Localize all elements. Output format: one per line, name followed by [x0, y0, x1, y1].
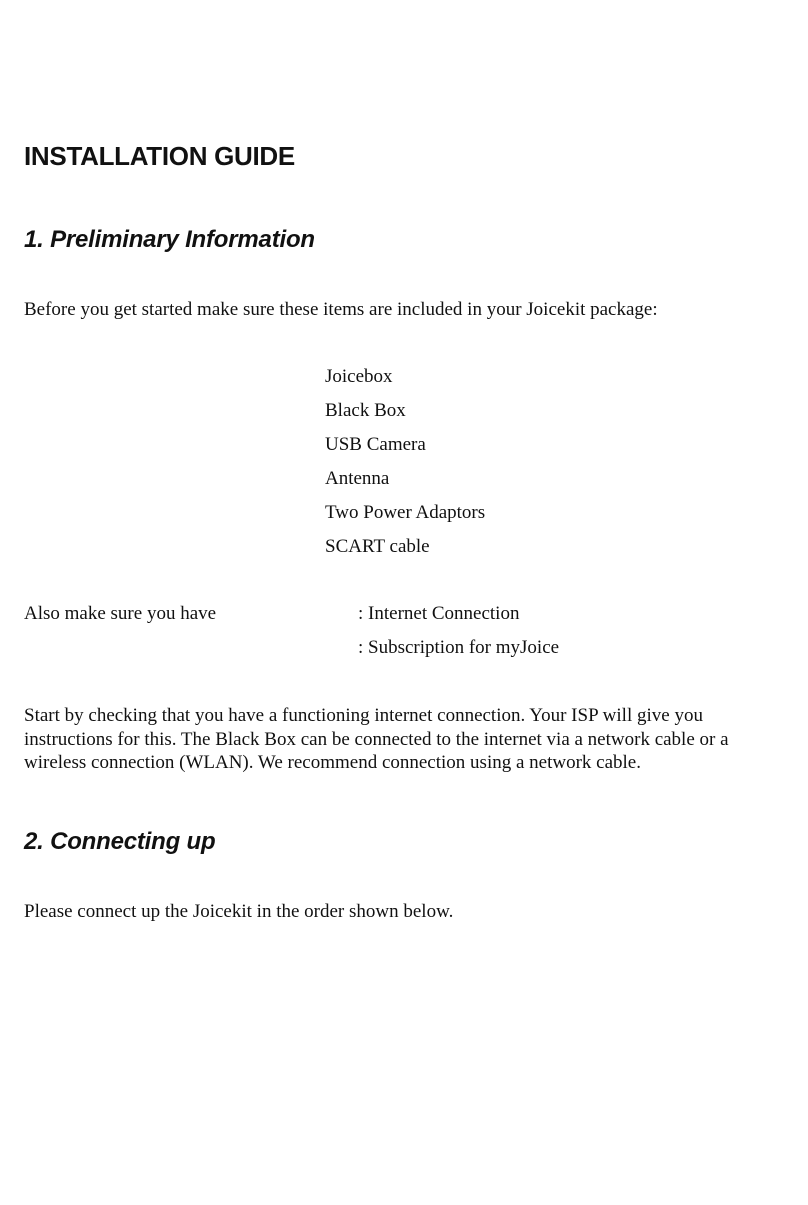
connect-instructions: Please connect up the Joicekit in the order shown below.	[24, 901, 454, 922]
section-heading-connecting: 2. Connecting up	[24, 828, 216, 855]
page-title: INSTALLATION GUIDE	[24, 141, 295, 171]
list-item: Two Power Adaptors	[325, 502, 486, 523]
list-item: Joicebox	[325, 366, 393, 387]
list-item: : Internet Connection	[358, 603, 520, 624]
package-items-list	[325, 365, 485, 569]
paragraph-line: instructions for this. The Black Box can be connected to the internet via a network cable or a	[24, 728, 729, 750]
list-item: Antenna	[325, 468, 390, 489]
requirements-label: Also make sure you have	[24, 603, 217, 624]
intro-text: Before you get started make sure these items are included in your Joicekit package:	[24, 299, 658, 320]
list-item: SCART cable	[325, 536, 430, 557]
paragraph-line: Start by checking that you have a functioning internet connection. Your ISP will give you	[24, 705, 703, 726]
list-item: Black Box	[325, 400, 406, 421]
list-item: USB Camera	[325, 434, 426, 455]
requirements-list	[358, 602, 559, 670]
section-heading-preliminary: 1. Preliminary Information	[24, 226, 315, 253]
paragraph-line: wireless connection (WLAN). We recommend connection using a network cable.	[24, 752, 641, 773]
internet-paragraph	[24, 704, 794, 775]
list-item: : Subscription for myJoice	[358, 637, 560, 658]
